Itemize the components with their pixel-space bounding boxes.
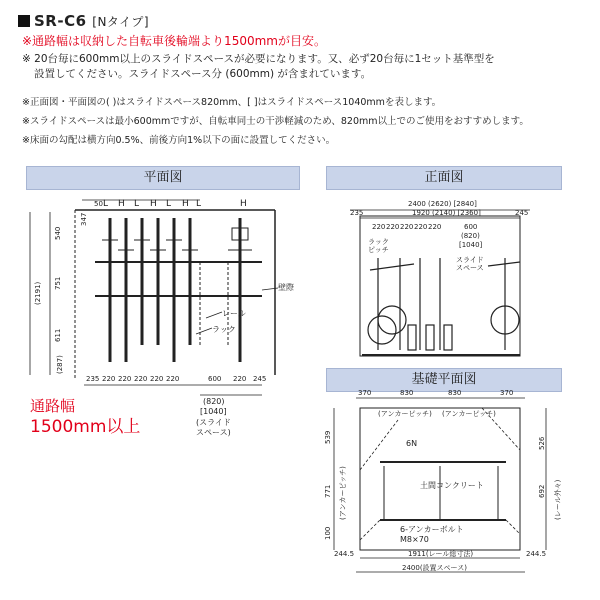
front-view-header: 正面図 <box>326 166 562 190</box>
plan-letter: H <box>150 199 157 209</box>
title-sub: [Nタイプ] <box>92 15 150 29</box>
note-line5: ※床面の勾配は横方向0.5%、前後方向1%以下の面に設置してください。 <box>22 135 336 146</box>
front-spacing: 220 <box>400 223 414 231</box>
plan-bottom-dim: 245 <box>253 375 267 383</box>
foundation-right-label: (レール外々) <box>554 479 562 520</box>
plan-rail-label: レール <box>222 309 246 318</box>
foundation-right-dim-text: 692 <box>538 484 546 498</box>
note-line1: ※ 20台毎に600mm以上のスライドスペースが必要になります。又、必ず20台毎に1セット基準型を <box>22 53 495 65</box>
front-rack-label1: ラック <box>368 238 389 246</box>
plan-view-header: 平面図 <box>26 166 300 190</box>
plan-top-dim: 347 <box>80 212 88 226</box>
plan-rack-label: ラック <box>212 325 236 334</box>
plan-left-dim: (2191) <box>34 281 42 305</box>
passage-width-label: 通路幅 <box>30 397 76 415</box>
foundation-top-dim-text: 370 <box>500 389 514 397</box>
passage-width-value: 1500mm以上 <box>30 417 141 437</box>
plan-letter: L <box>196 199 202 209</box>
front-rack-label2: ピッチ <box>368 246 389 254</box>
title-main: SR-C6 <box>34 12 87 30</box>
front-spacing: 220 <box>386 223 400 231</box>
plan-top-dim: 50 <box>94 200 103 208</box>
plan-bottom-dim: 600 <box>208 375 222 383</box>
plan-letter: H <box>118 199 125 209</box>
foundation-6n-label: 6N <box>406 439 418 448</box>
foundation-right-dim-text: 526 <box>538 436 546 450</box>
plan-letter: L <box>166 199 172 209</box>
front-inner-dim-text: 1920 (2140) [2360] <box>412 209 481 217</box>
foundation-bolt-label: M8×70 <box>400 535 429 544</box>
front-stand <box>408 325 416 350</box>
plan-left-dim: (287) <box>56 355 64 374</box>
plan-letter: H <box>182 199 189 209</box>
foundation-hatch <box>360 520 380 540</box>
foundation-rail-len: 1911(レール総寸法) <box>408 550 474 558</box>
note-line4: ※スライドスペースは最小600mmですが、自転車同士の干渉軽減のため、820mm以上でのご使用をおすすめします。 <box>22 116 529 127</box>
plan-view <box>30 200 278 395</box>
plan-slide-label2: スペース) <box>196 428 231 437</box>
plan-letter: L <box>134 199 140 209</box>
foundation-left-dim-text: 100 <box>324 526 332 540</box>
plan-left-dim: 540 <box>54 226 62 240</box>
plan-slide-total: (820) <box>203 397 225 406</box>
foundation-anchor-label: 6-アンカーボルト <box>400 525 464 534</box>
plan-bottom-dim: 235 <box>86 375 100 383</box>
front-stand <box>444 325 452 350</box>
front-total-dim-text: 2400 (2620) [2840] <box>408 200 477 208</box>
plan-bottom-dim: 220 <box>233 375 247 383</box>
plan-left-dim: 611 <box>54 328 62 342</box>
front-handle <box>488 262 520 266</box>
plan-slide-label1: (スライド <box>196 418 231 427</box>
foundation-top-dim-text: 370 <box>358 389 372 397</box>
plan-bottom-dim: 220 <box>150 375 164 383</box>
plan-bottom-dim: 220 <box>166 375 180 383</box>
front-spacing: 220 <box>372 223 386 231</box>
front-spacing: 220 <box>414 223 428 231</box>
front-slide-label2: スペース <box>456 264 484 272</box>
front-side-left: 235 <box>350 209 364 217</box>
foundation-top-dim-text: 830 <box>448 389 462 397</box>
front-stand <box>426 325 434 350</box>
front-slide-label1: スライド <box>456 256 484 264</box>
plan-letter: H <box>240 199 247 209</box>
foundation-side-left: 244.5 <box>334 550 355 558</box>
foundation-view-header: 基礎平面図 <box>326 368 562 392</box>
plan-bottom-dim: 220 <box>118 375 132 383</box>
foundation-left-label: (アンカーピッチ) <box>339 466 347 520</box>
plan-bottom-dim: 220 <box>134 375 148 383</box>
front-slide2: (820) <box>461 232 480 240</box>
front-slide: 600 <box>464 223 478 231</box>
plan-letter: L <box>103 199 109 209</box>
front-slide3: [1040] <box>459 241 483 249</box>
foundation-pitch-text: (アンカーピッチ) <box>378 410 432 418</box>
foundation-hatch <box>506 520 520 534</box>
front-view <box>350 210 530 356</box>
front-spacing: 220 <box>428 223 442 231</box>
note-line2: 設置してください。スライドスペース分 (600mm) が含まれています。 <box>34 68 372 80</box>
foundation-side-right: 244.5 <box>526 550 547 558</box>
foundation-top-dim-text: 830 <box>400 389 414 397</box>
foundation-concrete-label: 土間コンクリート <box>420 481 484 490</box>
front-bikes <box>368 258 520 350</box>
foundation-total: 2400(設置スペース) <box>402 564 467 572</box>
plan-wall-label: 壁際 <box>278 283 294 292</box>
plan-rail-leader <box>206 312 222 318</box>
foundation-left-dim-text: 771 <box>324 484 332 498</box>
front-handle <box>370 264 414 270</box>
plan-slide-total2: [1040] <box>200 407 227 416</box>
plan-rack-leader <box>196 328 212 334</box>
front-side-right: 245 <box>515 209 529 217</box>
front-labels <box>350 200 528 272</box>
note-passage-red: ※通路幅は収納した自転車後輪端より1500mmが目安。 <box>22 34 326 48</box>
foundation-left-dim-text: 539 <box>324 430 332 444</box>
plan-bottom-dim: 220 <box>102 375 116 383</box>
note-line3: ※正面図・平面図の( )はスライドスペース820mm、[ ]はスライドスペース1040mmを表します。 <box>22 97 442 108</box>
plan-left-dim: 751 <box>54 276 62 290</box>
foundation-pitch-text: (アンカーピッチ) <box>442 410 496 418</box>
